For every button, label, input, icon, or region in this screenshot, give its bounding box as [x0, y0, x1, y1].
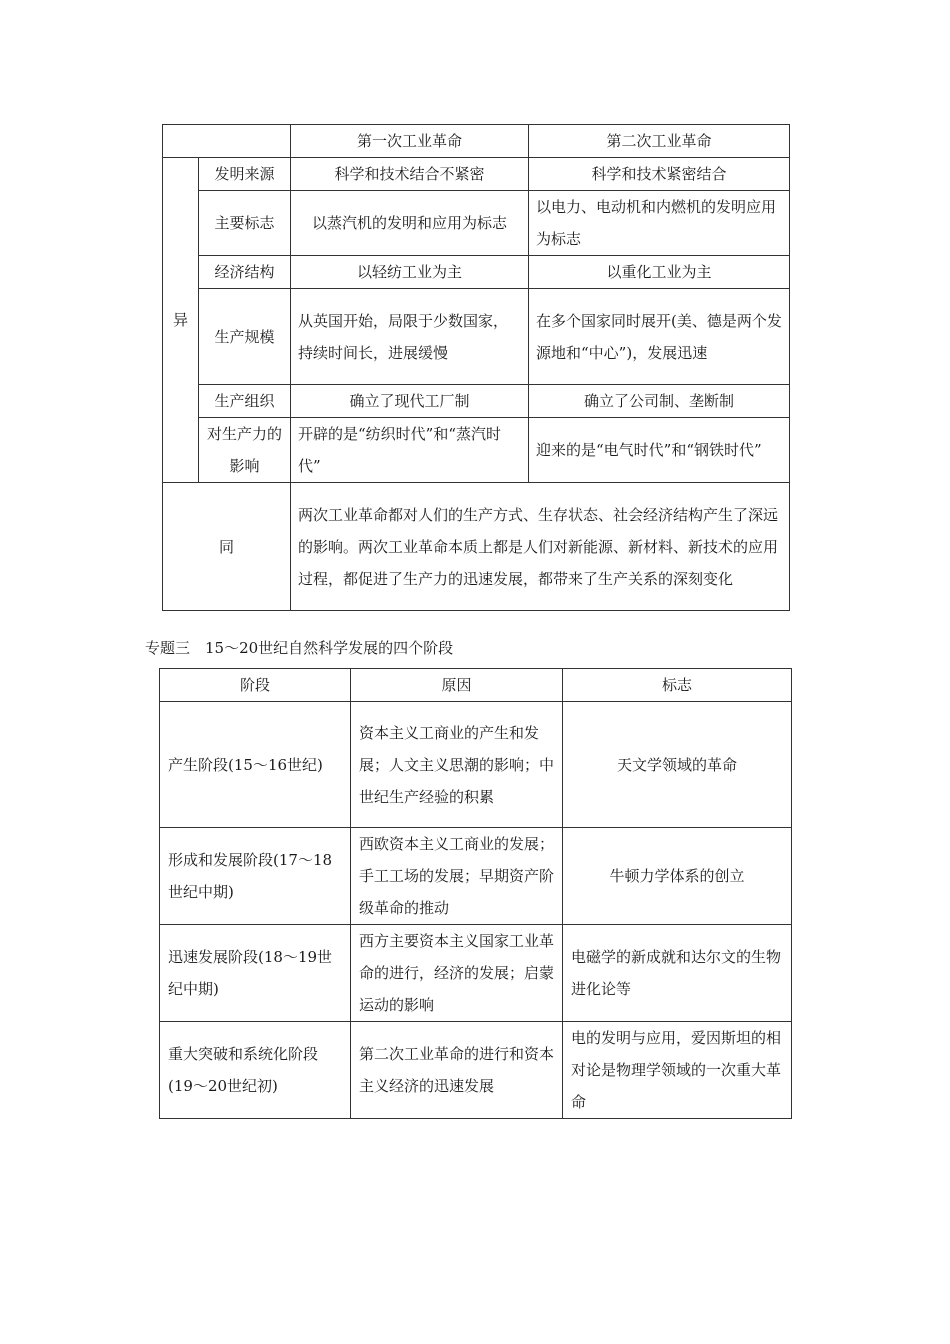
difference-label: 异: [163, 158, 199, 483]
stage-cell: 迅速发展阶段(18～19世纪中期): [160, 925, 351, 1022]
aspect-label: 对生产力的影响: [199, 418, 291, 483]
section-title: 专题三 15～20世纪自然科学发展的四个阶段: [145, 639, 454, 657]
second-revolution-cell: 在多个国家同时展开(美、德是两个发源地和“中心”)，发展迅速: [529, 289, 790, 385]
first-revolution-cell: 确立了现代工厂制: [291, 385, 529, 418]
table-row: [163, 483, 790, 611]
mark-cell: 电磁学的新成就和达尔文的生物进化论等: [563, 925, 792, 1022]
table-row: [163, 256, 790, 289]
stage-cell: 产生阶段(15～16世纪): [160, 702, 351, 828]
table-row: [160, 925, 792, 1022]
stage-cell: 形成和发展阶段(17～18世纪中期): [160, 828, 351, 925]
first-revolution-cell: 从英国开始，局限于少数国家，持续时间长，进展缓慢: [291, 289, 529, 385]
table-row: [163, 289, 790, 385]
table-row: [160, 1022, 792, 1119]
cause-cell: 西欧资本主义工商业的发展；手工工场的发展；早期资产阶级革命的推动: [351, 828, 563, 925]
aspect-label: 经济结构: [199, 256, 291, 289]
header-first-revolution: 第一次工业革命: [291, 125, 529, 158]
table-row: [160, 702, 792, 828]
table-row: [163, 418, 790, 483]
first-revolution-cell: 以蒸汽机的发明和应用为标志: [291, 191, 529, 256]
cause-cell: 资本主义工商业的产生和发展；人文主义思潮的影响；中世纪生产经验的积累: [351, 702, 563, 828]
industrial-revolution-comparison-table: [162, 124, 790, 611]
aspect-label: 生产组织: [199, 385, 291, 418]
header-second-revolution: 第二次工业革命: [529, 125, 790, 158]
aspect-label: 生产规模: [199, 289, 291, 385]
table-row: [160, 828, 792, 925]
mark-cell: 牛顿力学体系的创立: [563, 828, 792, 925]
table-header-row: [163, 125, 790, 158]
aspect-label: 主要标志: [199, 191, 291, 256]
cause-cell: 第二次工业革命的进行和资本主义经济的迅速发展: [351, 1022, 563, 1119]
first-revolution-cell: 开辟的是“纺织时代”和“蒸汽时代”: [291, 418, 529, 483]
table-row: [163, 158, 790, 191]
table-row: [163, 385, 790, 418]
science-stages-table: [159, 668, 792, 1119]
stage-cell: 重大突破和系统化阶段(19～20世纪初): [160, 1022, 351, 1119]
header-stage: 阶段: [160, 669, 351, 702]
aspect-label: 发明来源: [199, 158, 291, 191]
header-corner-cell: [163, 125, 291, 158]
cause-cell: 西方主要资本主义国家工业革命的进行，经济的发展；启蒙运动的影响: [351, 925, 563, 1022]
second-revolution-cell: 科学和技术紧密结合: [529, 158, 790, 191]
mark-cell: 天文学领域的革命: [563, 702, 792, 828]
similarity-label: 同: [163, 483, 291, 611]
second-revolution-cell: 以电力、电动机和内燃机的发明应用为标志: [529, 191, 790, 256]
similarity-text: 两次工业革命都对人们的生产方式、生存状态、社会经济结构产生了深远的影响。两次工业革命本质上都是人们对新能源、新材料、新技术的应用过程，都促进了生产力的迅速发展，都带来了生产关系的深刻变化: [291, 483, 790, 611]
mark-cell: 电的发明与应用，爱因斯坦的相对论是物理学领域的一次重大革命: [563, 1022, 792, 1119]
header-cause: 原因: [351, 669, 563, 702]
table-header-row: [160, 669, 792, 702]
first-revolution-cell: 科学和技术结合不紧密: [291, 158, 529, 191]
first-revolution-cell: 以轻纺工业为主: [291, 256, 529, 289]
second-revolution-cell: 以重化工业为主: [529, 256, 790, 289]
header-mark: 标志: [563, 669, 792, 702]
table-row: [163, 191, 790, 256]
second-revolution-cell: 确立了公司制、垄断制: [529, 385, 790, 418]
second-revolution-cell: 迎来的是“电气时代”和“钢铁时代”: [529, 418, 790, 483]
